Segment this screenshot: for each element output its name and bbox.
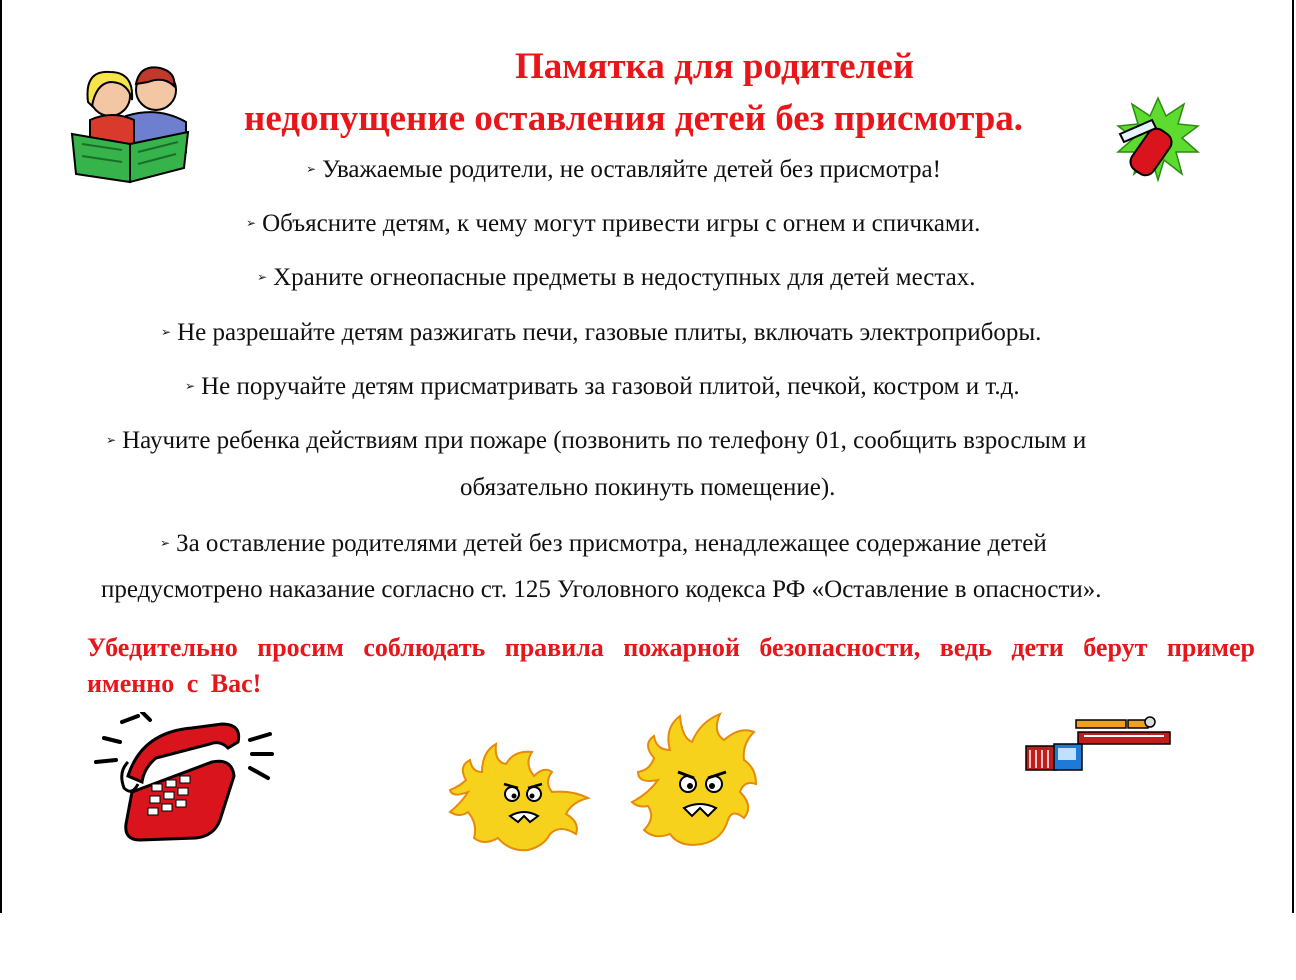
bullet-icon: ➢ xyxy=(257,270,268,284)
warning-text: Убедительно просим соблюдать правила пожарной безопасности, ведь дети берут пример именно с Вас! xyxy=(87,633,1255,698)
title-line-1: Памятка для родителей xyxy=(515,46,915,87)
list-item: ➢ Уважаемые родители, не оставляйте детей без присмотра! xyxy=(306,156,941,183)
bullet-icon: ➢ xyxy=(306,162,317,176)
fire-truck-icon xyxy=(1024,714,1174,774)
bullet-icon: ➢ xyxy=(160,536,171,550)
bullet-icon: ➢ xyxy=(161,325,172,339)
flame-character-icon xyxy=(630,710,764,854)
bullet-icon: ➢ xyxy=(185,379,196,393)
list-item-continuation: обязательно покинуть помещение). xyxy=(460,474,836,501)
telephone-icon xyxy=(92,712,276,844)
list-item: ➢ Храните огнеопасные предметы в недоступных для детей местах. xyxy=(257,264,976,291)
title-line-2: недопущение оставления детей без присмотра. xyxy=(244,98,1024,139)
list-item: ➢ Не разрешайте детям разжигать печи, газовые плиты, включать электроприборы. xyxy=(161,319,1042,346)
list-item: ➢ За оставление родителями детей без присмотра, ненадлежащее содержание детей xyxy=(160,530,1047,557)
list-item: ➢ Научите ребенка действиям при пожаре (позвонить по телефону 01, сообщить взрослым и xyxy=(106,427,1087,454)
bullet-icon: ➢ xyxy=(106,433,117,447)
list-item-continuation: предусмотрено наказание согласно ст. 125 Уголовного кодекса РФ «Оставление в опасности». xyxy=(101,576,1102,603)
list-item: ➢ Объясните детям, к чему могут привести игры с огнем и спичками. xyxy=(246,210,981,237)
bullet-icon: ➢ xyxy=(246,216,257,230)
flame-character-icon xyxy=(448,742,618,852)
list-item: ➢ Не поручайте детям присматривать за газовой плитой, печкой, костром и т.д. xyxy=(185,373,1020,400)
